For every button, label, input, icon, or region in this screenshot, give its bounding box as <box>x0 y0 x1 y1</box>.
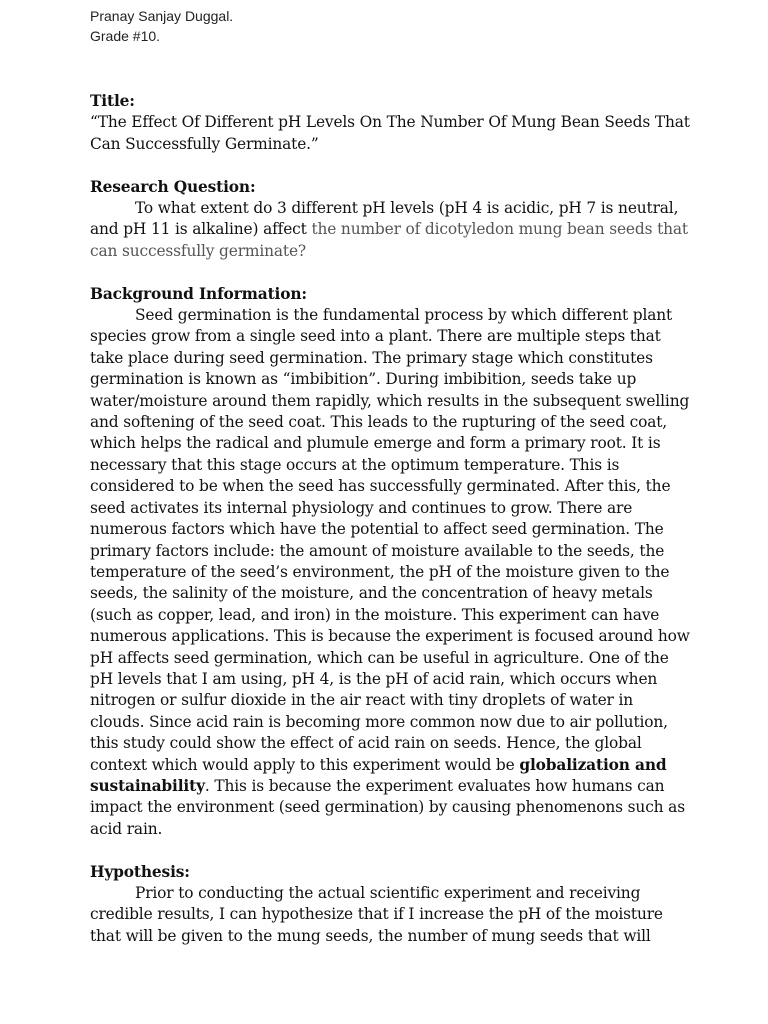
document-body <box>90 91 690 947</box>
global-context-bold: globalization and sustainability <box>90 755 667 795</box>
research-question-text-muted: the number of dicotyledon mung bean seeds that can successfully germinate? <box>90 220 688 260</box>
hypothesis-heading: Hypothesis: <box>90 862 190 881</box>
background-text-end: . This is because the experiment evaluates how humans can impact the environment (seed germination) by causing phenomenons such as acid rain. <box>90 776 685 838</box>
research-question-heading: Research Question: <box>90 177 256 196</box>
author-name: Pranay Sanjay Duggal. <box>90 8 234 24</box>
research-question-paragraph <box>90 198 690 262</box>
background-paragraph <box>90 305 690 840</box>
title-text: “The Effect Of Different pH Levels On The Number Of Mung Bean Seeds That Can Successfully Germinate.” <box>90 113 690 153</box>
title-heading: Title: <box>90 92 135 110</box>
grade-label: Grade #10. <box>90 28 161 44</box>
research-question-text: To what extent do 3 different pH levels (pH 4 is acidic, pH 7 is neutral, and pH 11 is alkaline) affect <box>90 199 679 239</box>
background-text: Seed germination is the fundamental process by which different plant species grow from a single seed into a plant. There are multiple steps that take place during seed germination. The primary stage which constitutes germination is known as “imbibition”. During imbibition, seeds take up water/moisture around them rapidly, which results in the subsequent swelling and softening of the seed coat. This leads to the rupturing of the seed coat, which helps the radical and plumule emerge and form a primary root. It is necessary that this stage occurs at the optimum temperature. This is considered to be when the seed has successfully germinated. After this, the seed activates its internal physiology and continues to grow. There are numerous factors which have the potential to affect seed germination. The primary factors include: the amount of moisture available to the seeds, the temperature of the seed’s environment, the pH of the moisture given to the seeds, the salinity of the moisture, and the concentration of heavy metals (such as copper, lead, and iron) in the moisture. This experiment can have numerous applications. This is because the experiment is focused around how pH affects seed germination, which can be useful in agriculture. One of the pH levels that I am using, pH 4, is the pH of acid rain, which occurs when nitrogen or sulfur dioxide in the air react with tiny droplets of water in clouds. Since acid rain is becoming more common now due to air pollution, this study could show the effect of acid rain on seeds. Hence, the global context which would apply to this experiment would be <box>90 306 690 774</box>
document-header <box>90 6 233 46</box>
background-heading: Background Information: <box>90 284 307 303</box>
hypothesis-paragraph: Prior to conducting the actual scientific experiment and receiving credible results, I can hypothesize that if I increase the pH of the moisture that will be given to the mung seeds, the number of mung seeds that will <box>90 883 663 945</box>
